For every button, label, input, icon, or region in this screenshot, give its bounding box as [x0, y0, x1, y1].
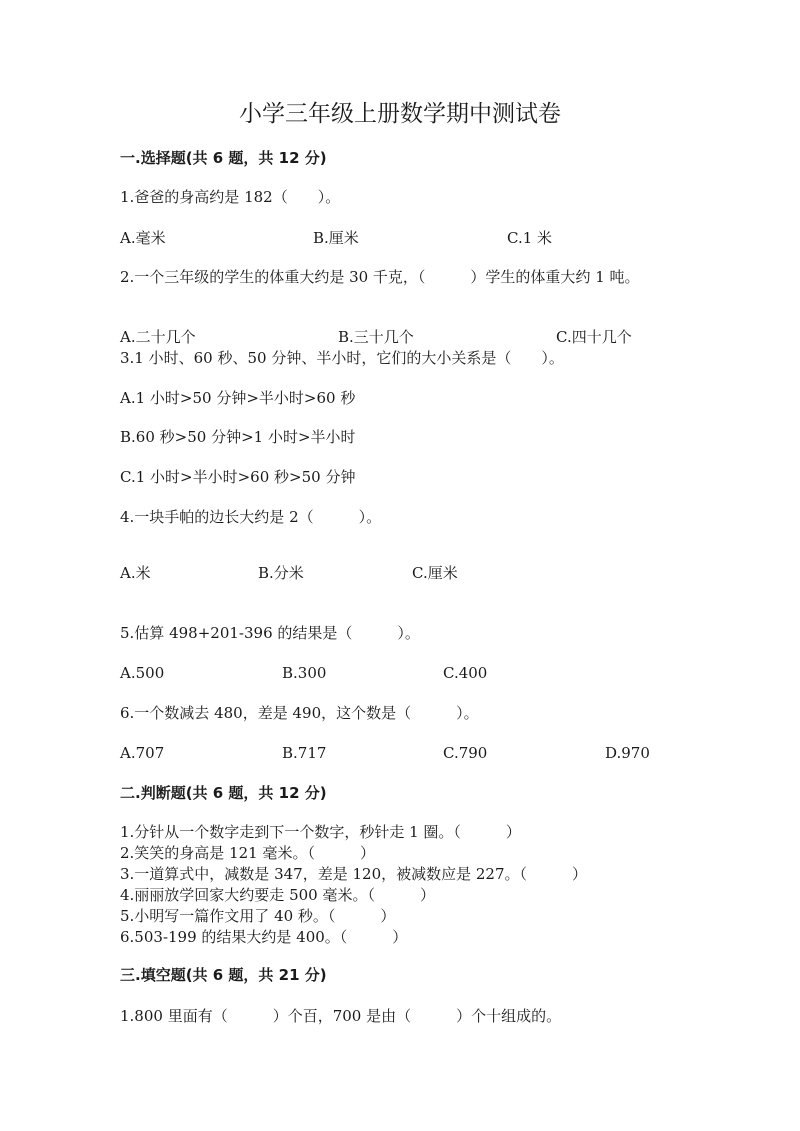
option: A.二十几个 — [120, 328, 196, 346]
option: A.毫米 — [120, 229, 166, 247]
question-stem: 5.估算 498+201-396 的结果是（ ）。 — [120, 624, 420, 642]
list-item: 3.一道算式中，减数是 347，差是 120，被减数应是 227。（ ） — [120, 865, 588, 883]
option: C.1 小时>半小时>60 秒>50 分钟 — [120, 468, 356, 486]
list-item: 1.800 里面有（ ）个百，700 是由（ ）个十组成的。 — [120, 1007, 562, 1025]
list-item: 6.503-199 的结果大约是 400。（ ） — [120, 928, 408, 946]
list-item: 5.小明写一篇作文用了 40 秒。（ ） — [120, 907, 396, 925]
option: A.500 — [120, 664, 165, 682]
list-item: 1.分针从一个数字走到下一个数字，秒针走 1 圈。（ ） — [120, 823, 521, 841]
option: C.四十几个 — [556, 328, 632, 346]
option: B.分米 — [258, 564, 304, 582]
section-heading-judgement: 二.判断题(共 6 题，共 12 分) — [120, 784, 327, 802]
option: C.790 — [443, 744, 488, 762]
option: B.300 — [282, 664, 327, 682]
list-item: 4.丽丽放学回家大约要走 500 毫米。（ ） — [120, 886, 435, 904]
section-heading-fill-blank: 三.填空题(共 6 题，共 21 分) — [120, 966, 327, 984]
option: A.707 — [120, 744, 165, 762]
option: C.1 米 — [507, 229, 553, 247]
question-stem: 2.一个三年级的学生的体重大约是 30 千克，（ ）学生的体重大约 1 吨。 — [120, 268, 640, 286]
option: B.厘米 — [313, 229, 359, 247]
option: B.三十几个 — [338, 328, 414, 346]
question-stem: 1.爸爸的身高约是 182（ ）。 — [120, 188, 341, 206]
option: A.米 — [120, 564, 151, 582]
option: C.厘米 — [412, 564, 458, 582]
option: A.1 小时>50 分钟>半小时>60 秒 — [120, 389, 356, 407]
list-item: 2.笑笑的身高是 121 毫米。（ ） — [120, 844, 375, 862]
option: D.970 — [605, 744, 650, 762]
question-stem: 6.一个数减去 480，差是 490，这个数是（ ）。 — [120, 704, 479, 722]
option: B.60 秒>50 分钟>1 小时>半小时 — [120, 428, 356, 446]
page-title: 小学三年级上册数学期中测试卷 — [239, 101, 561, 127]
section-heading-choice: 一.选择题(共 6 题，共 12 分) — [120, 149, 327, 167]
question-stem: 4.一块手帕的边长大约是 2（ ）。 — [120, 508, 382, 526]
option: B.717 — [282, 744, 327, 762]
question-stem: 3.1 小时、60 秒、50 分钟、半小时，它们的大小关系是（ ）。 — [120, 349, 564, 367]
option: C.400 — [443, 664, 488, 682]
